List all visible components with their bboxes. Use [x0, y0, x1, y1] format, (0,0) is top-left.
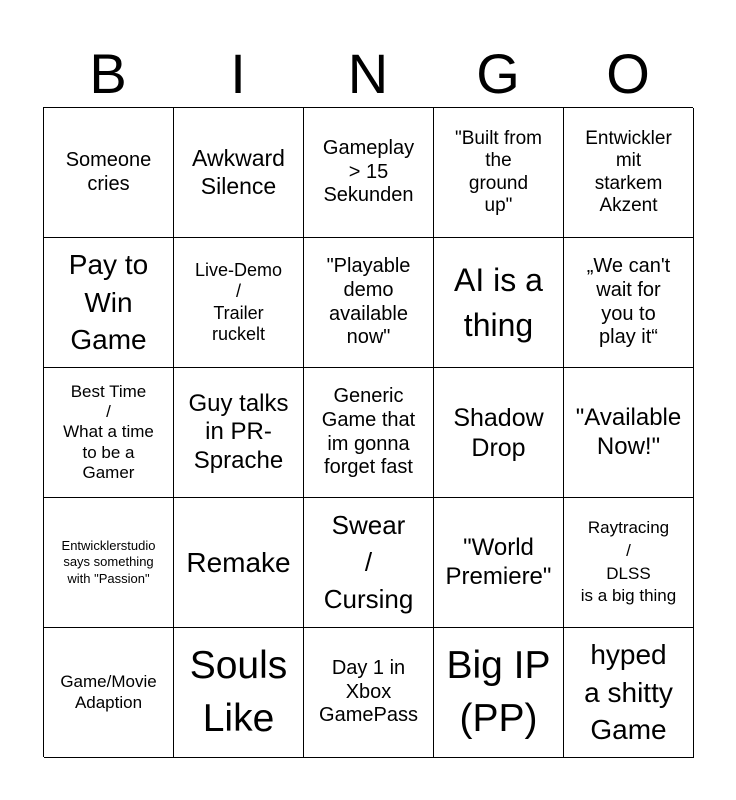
- bingo-cell-r4c4[interactable]: "World Premiere": [434, 498, 564, 628]
- bingo-board: [43, 107, 693, 757]
- bingo-header: [43, 40, 693, 108]
- bingo-cell-r5c2[interactable]: Souls Like: [174, 628, 304, 758]
- bingo-cell-r1c4[interactable]: "Built from the ground up": [434, 108, 564, 238]
- bingo-cell-r5c4[interactable]: Big IP (PP): [434, 628, 564, 758]
- bingo-cell-r2c4[interactable]: AI is a thing: [434, 238, 564, 368]
- header-letter-o: O: [606, 42, 650, 105]
- bingo-cell-r4c2[interactable]: Remake: [174, 498, 304, 628]
- bingo-cell-r3c4[interactable]: Shadow Drop: [434, 368, 564, 498]
- header-letter-g: G: [476, 42, 520, 105]
- bingo-cell-r1c3[interactable]: Gameplay > 15 Sekunden: [304, 108, 434, 238]
- bingo-cell-r5c5[interactable]: hyped a shitty Game: [564, 628, 694, 758]
- bingo-cell-r2c3[interactable]: "Playable demo available now": [304, 238, 434, 368]
- header-letter-b: B: [89, 42, 127, 105]
- bingo-cell-r4c1[interactable]: Entwicklerstudio says something with "Passion": [44, 498, 174, 628]
- bingo-cell-r4c3[interactable]: Swear / Cursing: [304, 498, 434, 628]
- bingo-cell-r3c5[interactable]: "Available Now!": [564, 368, 694, 498]
- bingo-cell-r2c2[interactable]: Live-Demo / Trailer ruckelt: [174, 238, 304, 368]
- bingo-cell-r1c5[interactable]: Entwickler mit starkem Akzent: [564, 108, 694, 238]
- bingo-cell-r5c1[interactable]: Game/Movie Adaption: [44, 628, 174, 758]
- bingo-cell-r3c3[interactable]: Generic Game that im gonna forget fast: [304, 368, 434, 498]
- bingo-cell-r1c2[interactable]: Awkward Silence: [174, 108, 304, 238]
- header-letter-i: I: [230, 42, 246, 105]
- bingo-cell-r3c2[interactable]: Guy talks in PR- Sprache: [174, 368, 304, 498]
- bingo-cell-r2c1[interactable]: Pay to Win Game: [44, 238, 174, 368]
- header-letter-n: N: [347, 42, 389, 105]
- bingo-cell-r2c5[interactable]: „We can't wait for you to play it“: [564, 238, 694, 368]
- bingo-cell-r1c1[interactable]: Someone cries: [44, 108, 174, 238]
- bingo-cell-r5c3[interactable]: Day 1 in Xbox GamePass: [304, 628, 434, 758]
- bingo-cell-r4c5[interactable]: Raytracing / DLSS is a big thing: [564, 498, 694, 628]
- bingo-cell-r3c1[interactable]: Best Time / What a time to be a Gamer: [44, 368, 174, 498]
